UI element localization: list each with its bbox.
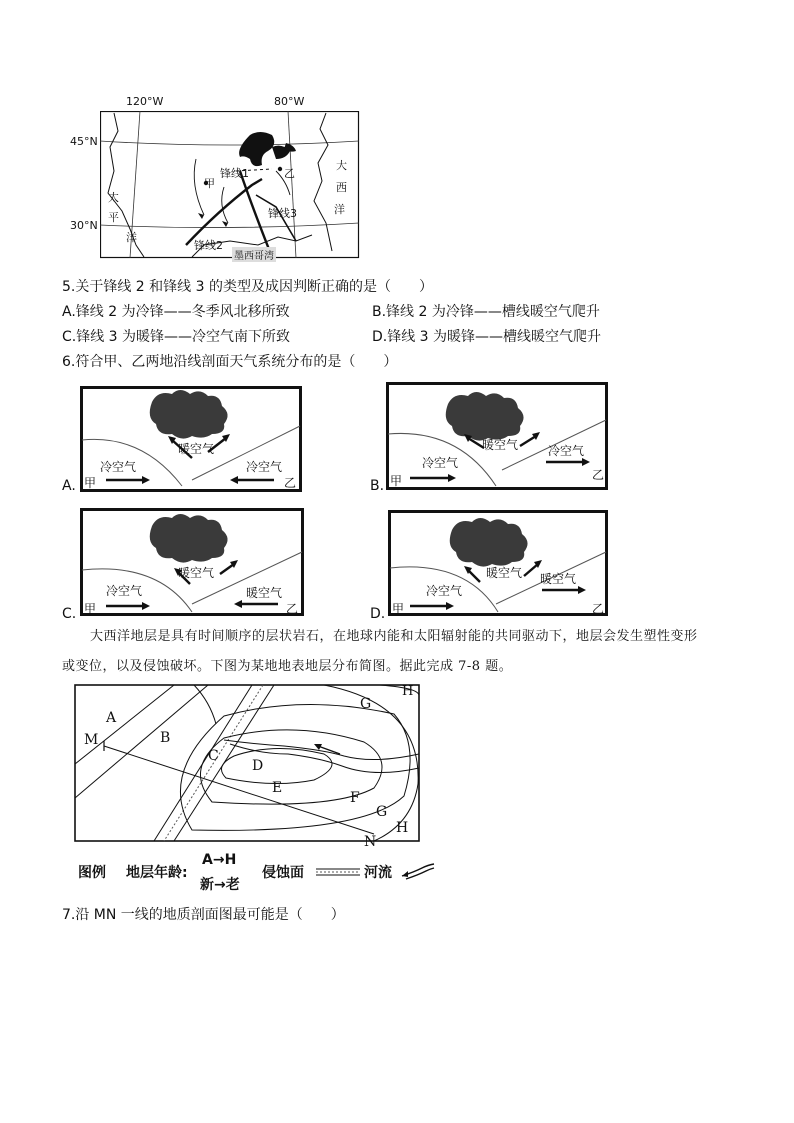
- pacific-label-3: 洋: [126, 231, 137, 244]
- q6-panel-a-yi-label: 乙: [284, 476, 297, 490]
- pacific-label-1: 太: [108, 191, 119, 204]
- q6-panel-a-warm-label: 暖空气: [178, 442, 215, 456]
- legend-age-bottom: 新→老: [200, 877, 240, 893]
- q6-panel-b[interactable]: [370, 380, 610, 494]
- atlantic-label-2: 西: [336, 181, 347, 194]
- q6-panel-a-left-label: 冷空气: [100, 460, 137, 474]
- q6-panel-a-right-label: 冷空气: [246, 460, 283, 474]
- stratum-label-h-bottom: H: [396, 820, 409, 836]
- jia-point-label: 甲: [204, 177, 215, 190]
- legend-age-label: 地层年龄:: [126, 865, 188, 881]
- intro-paragraph: [62, 622, 742, 682]
- lon-80w-label: 80°W: [274, 95, 305, 108]
- stratum-label-b: B: [160, 730, 171, 746]
- legend: [78, 850, 438, 894]
- q6-panel-a[interactable]: [62, 382, 306, 494]
- q6-panel-b-jia-label: 甲: [390, 474, 403, 488]
- q6-panel-b-right-label: 冷空气: [548, 444, 585, 458]
- cloud-icon: [150, 514, 228, 563]
- q6-panel-c-letter: C.: [62, 606, 77, 622]
- q6-panel-d-left-label: 冷空气: [426, 584, 463, 598]
- intro-line-1: 大西洋地层是具有时间顺序的层状岩石，在地球内能和太阳辐射能的共同驱动下，地层会发生塑性变形: [90, 629, 698, 644]
- lon-120w-label: 120°W: [126, 95, 164, 108]
- lat-30n-label: 30°N: [70, 219, 98, 232]
- q5-option-c[interactable]: C.锋线 3 为暖锋——冷空气南下所致: [62, 329, 291, 345]
- stratum-label-a: A: [106, 710, 117, 726]
- q7-stem: 7.沿 MN 一线的地质剖面图最可能是（ ）: [62, 907, 345, 923]
- q6-panel-a-jia-label: 甲: [84, 476, 97, 490]
- q5-option-a[interactable]: A.锋线 2 为冷锋——冬季风北移所致: [62, 304, 290, 320]
- cloud-icon: [150, 390, 228, 439]
- q6-panel-c-right-label: 暖空气: [246, 586, 283, 600]
- geologic-map-drawing: [74, 684, 424, 844]
- stratum-label-h-top: H: [402, 684, 414, 699]
- q6-panel-b-yi-label: 乙: [592, 468, 605, 482]
- q6-panel-d[interactable]: [370, 508, 610, 620]
- cloud-icon: [450, 518, 528, 567]
- q6-panel-c-jia-label: 甲: [84, 602, 97, 616]
- atlantic-label-3: 洋: [334, 203, 345, 216]
- q6-panel-d-yi-label: 乙: [592, 602, 605, 616]
- front-map-figure: [60, 95, 360, 265]
- legend-title: 图例: [78, 865, 106, 881]
- q6-panel-a-diagram: [80, 386, 302, 492]
- cloud-icon: [446, 392, 524, 441]
- q6-panel-c-yi-label: 乙: [286, 602, 299, 616]
- q5-stem: 5.关于锋线 2 和锋线 3 的类型及成因判断正确的是（ ）: [62, 279, 433, 295]
- q5-option-b[interactable]: B.锋线 2 为冷锋——槽线暖空气爬升: [372, 304, 600, 320]
- front2-label: 锋线2: [194, 239, 223, 252]
- q6-panel-d-warm-label: 暖空气: [486, 566, 523, 580]
- gulf-label: 墨西哥湾: [232, 247, 276, 262]
- stratum-label-g-top: G: [360, 696, 372, 712]
- q6-panel-b-warm-label: 暖空气: [482, 438, 519, 452]
- q6-stem: 6.符合甲、乙两地沿线剖面天气系统分布的是（ ）: [62, 354, 398, 370]
- yi-point-label: 乙: [284, 167, 295, 180]
- stratum-label-c: C: [208, 748, 219, 764]
- q6-panel-c-warm-label: 暖空气: [178, 566, 215, 580]
- q6-panel-c-left-label: 冷空气: [106, 584, 143, 598]
- legend-river-label: 河流: [364, 865, 392, 881]
- stratum-label-d: D: [252, 758, 264, 774]
- legend-age-top: A→H: [202, 852, 237, 868]
- q5-option-d[interactable]: D.锋线 3 为暖锋——槽线暖空气爬升: [372, 329, 602, 345]
- q6-panel-d-letter: D.: [370, 606, 386, 622]
- erosion-surface-symbol: [316, 868, 360, 876]
- q6-panel-d-right-label: 暖空气: [540, 572, 577, 586]
- front1-label: 锋线1: [220, 167, 249, 180]
- q6-panel-d-diagram: [388, 510, 608, 616]
- q6-panel-b-left-label: 冷空气: [422, 456, 459, 470]
- river-flow-icon: [400, 862, 436, 880]
- stratum-label-g-bottom: G: [376, 804, 388, 820]
- front3-label: 锋线3: [268, 207, 297, 220]
- front-map-drawing: [100, 111, 360, 259]
- pacific-label-2: 平: [108, 211, 119, 224]
- geologic-map-figure: [74, 684, 424, 850]
- stratum-label-e: E: [272, 780, 283, 796]
- q6-panel-a-letter: A.: [62, 478, 76, 494]
- intro-line-2: 或变位，以及侵蚀破坏。下图为某地地表地层分布简图。据此完成 7-8 题。: [62, 659, 513, 674]
- q6-panel-d-jia-label: 甲: [392, 602, 405, 616]
- stratum-label-f: F: [350, 790, 360, 806]
- point-label-n: N: [364, 834, 377, 850]
- point-label-m: M: [84, 732, 99, 748]
- legend-erosion-label: 侵蚀面: [262, 865, 304, 881]
- q6-panel-c[interactable]: [62, 506, 306, 622]
- atlantic-label-1: 大: [336, 159, 347, 172]
- lat-45n-label: 45°N: [70, 135, 98, 148]
- q6-panel-b-letter: B.: [370, 478, 385, 494]
